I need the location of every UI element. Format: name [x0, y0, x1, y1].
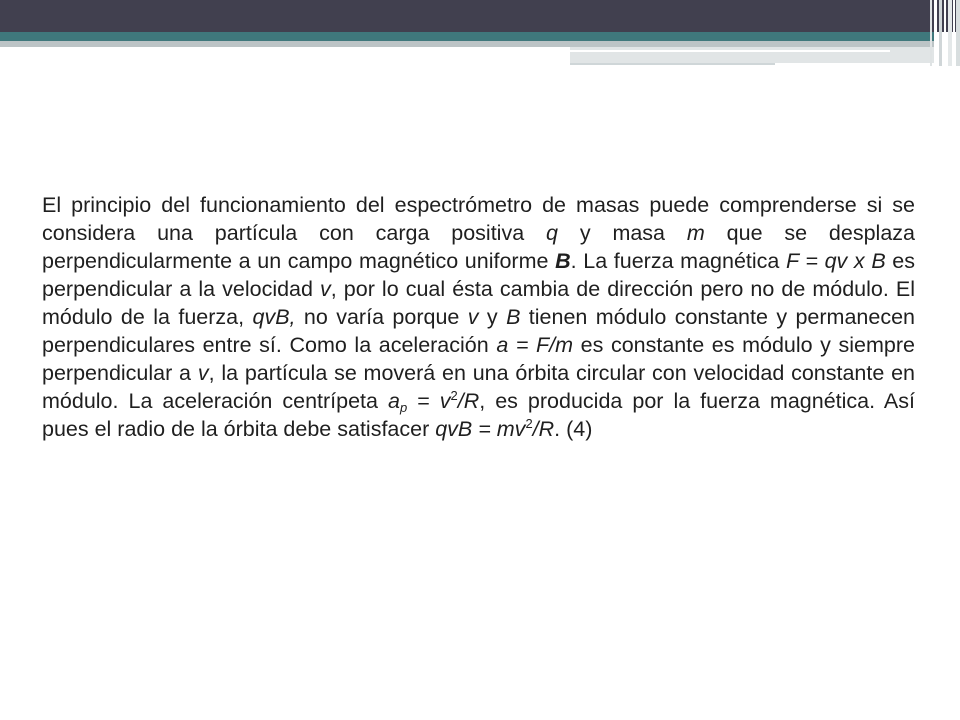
header-accent-line — [570, 50, 890, 52]
superscript-2: 2 — [525, 416, 533, 431]
text-run: tienen módulo constante y permanecen perpendiculares entre sí. Como la aceleración — [42, 305, 915, 357]
header-accent-band — [0, 32, 935, 41]
formula-force: F = qv x B — [786, 249, 886, 273]
text-run: , la partícula se moverá en una órbita circular con velocidad constante en módulo. La aceleración centrípeta — [42, 361, 916, 413]
edge-stripe — [939, 0, 942, 66]
superscript-2: 2 — [450, 388, 458, 403]
text-run: y — [478, 305, 507, 329]
text-run: y masa — [557, 221, 687, 245]
symbol-acceleration: a — [388, 389, 400, 413]
edge-stripe — [953, 0, 955, 66]
edge-stripe — [948, 0, 952, 66]
edge-stripe — [930, 0, 932, 66]
formula-radius-lhs: qvB = mv — [435, 417, 526, 441]
text-run: = — [407, 389, 440, 413]
text-run: El principio del funcionamiento del espectrómetro de masas puede comprenderse si se considera una partícula con carga positiva — [42, 193, 915, 245]
text-run: no varía porque — [295, 305, 468, 329]
symbol-charge: q — [546, 221, 558, 245]
symbol-velocity: v — [439, 389, 451, 413]
edge-stripe — [956, 0, 960, 66]
text-run: . (4) — [554, 417, 593, 441]
edge-stripe — [944, 0, 946, 66]
header-accent-line-lower — [570, 63, 775, 65]
formula-qvb: qvB, — [252, 305, 296, 329]
text-run: que se desplaza perpendicularmente a un campo magnético uniforme — [42, 221, 915, 273]
formula-acceleration: a = F/m — [496, 333, 574, 357]
text-run: , por lo cual ésta cambia de dirección pero no de módulo. El módulo de la fuerza, — [42, 277, 915, 329]
symbol-velocity: v — [320, 277, 331, 301]
text-run: . La fuerza magnética — [570, 249, 787, 273]
symbol-magnetic-field: B — [555, 249, 571, 273]
symbol-magnetic-field: B — [506, 305, 521, 329]
symbol-velocity: v — [197, 361, 209, 385]
body-paragraph — [42, 191, 915, 443]
text-run: es constante es módulo y siempre perpendicular a — [42, 333, 915, 385]
header-bar — [0, 0, 960, 32]
formula-radius-rhs: /R — [532, 417, 555, 441]
edge-stripe — [934, 0, 937, 66]
symbol-velocity: v — [467, 305, 479, 329]
symbol-mass: m — [686, 221, 705, 245]
formula-over-r: /R — [457, 389, 480, 413]
text-run: , es producida por la fuerza magnética. Así pues el radio de la órbita debe satisfacer — [42, 389, 915, 441]
subscript-p: p — [399, 400, 408, 415]
text-run: es perpendicular a la velocidad — [42, 249, 915, 301]
